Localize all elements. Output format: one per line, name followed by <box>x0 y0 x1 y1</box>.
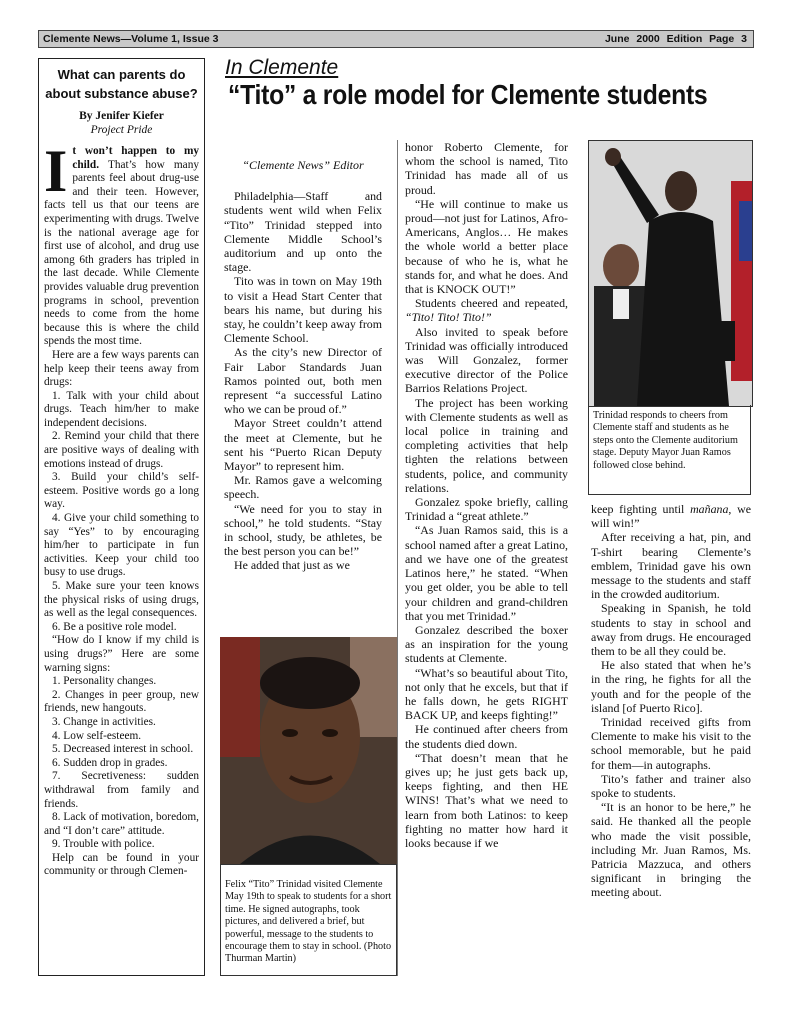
header-edition-page: June 2000 Edition Page 3 <box>604 33 747 45</box>
photo-trinidad-portrait-art <box>220 637 397 864</box>
article-paragraph: The project has been working with Clemente students as well as local police in training and completing activities that help tighten the relations between students, police, and community relations. <box>405 395 568 495</box>
photo-trinidad-portrait <box>220 637 397 864</box>
article-paragraph: “He will continue to make us proud—not just for Latinos, Afro-Americans, Anglos… He makes the whole world a better place because of who he is, what he stands for, and what he does. And that is KNOCK OUT!” <box>405 196 568 297</box>
warning-sign: 7. Secretiveness: sudden withdrawal from family and friends. <box>44 770 199 810</box>
article-paragraph: Tito was in town on May 19th to visit a Head Start Center that bears his name, but during his stay, he couldn’t keep away from Clemente School. <box>224 274 382 346</box>
sidebar-paragraph: Here are a few ways parents can help keep their teens away from drugs: <box>44 348 199 389</box>
article-paragraph: Mayor Street couldn’t attend the meet at Clemente, but he sent his “Puerto Rican Deputy Mayor” to represent him. <box>224 416 382 474</box>
article-paragraph: He continued after cheers from the students died down. <box>405 722 568 751</box>
article-paragraph: As the city’s new Director of Fair Labor Standards Juan Ramos pointed out, both men represent “a successful Latino who we can be proud of.” <box>224 345 382 417</box>
tip-item: 5. Make sure your teen knows the physical risks of using drugs, as well as the legal consequences. <box>44 580 199 620</box>
section-kicker: In Clemente <box>225 56 339 79</box>
author-credit: “Clemente News” Editor <box>242 158 364 172</box>
photo-caption-top: Trinidad responds to cheers from Clemente staff and students as he steps onto the Clemente auditorium stage. Deputy Mayor Juan Ramos followed close behind. <box>588 405 751 495</box>
article-paragraph: “We need for you to stay in school,” he told students. “Stay in school, study, be athletes, be the best person you can be!” <box>224 501 382 559</box>
article-paragraph: Trinidad received gifts from Clemente to make his visit to the school memorable, but he paid for them—in autographs. <box>591 715 751 772</box>
tip-item: 2. Remind your child that there are positive ways of dealing with emotions instead of drugs. <box>44 430 199 470</box>
article-paragraph: “It is an honor to be here,” he said. He thanked all the people who made the visit possible, including Mr. Juan Ramos, Ms. Patricia Mazzuca, and others significant in bringing the meeting about. <box>591 800 751 900</box>
article-paragraph: Philadelphia—Staff and students went wild when Felix “Tito” Trinidad stepped into Clemente Middle School’s auditorium and up onto the stage. <box>224 189 382 275</box>
article-paragraph: Speaking in Spanish, he told students to stay in school and away from drugs. He encouraged them to be all they could be. <box>591 601 751 659</box>
lead-bold: t won’t happen to my child. <box>72 145 199 171</box>
article-paragraph: Gonzalez spoke briefly, calling Trinidad a “great athlete.” <box>405 495 568 524</box>
article-paragraph: “As Juan Ramos said, this is a school named after a great Latino, and we have one of the greatest Latinos here,” he stated. “When you get older, you be able to tell your children and grand-children that you met Trinidad.” <box>405 523 568 623</box>
sidebar-box <box>38 58 205 976</box>
article-headline: “Tito” a role model for Clemente students <box>228 79 708 110</box>
column-divider <box>397 140 398 976</box>
article-paragraph: “That doesn’t mean that he gives up; he just gets back up, keeps fighting, and then HE WINS! That’s what we need to learn from both Latinos: to keep fighting no matter how hard it looks because if we <box>405 750 568 850</box>
warning-sign: 3. Change in activities. <box>52 715 156 728</box>
article-paragraph: Also invited to speak before Trinidad was officially introduced was Will Gonzalez, former executive director of the Police Barrios Relations Project. <box>405 324 568 396</box>
article-paragraph <box>405 296 568 324</box>
photo-trinidad-stage <box>588 140 753 407</box>
tip-item: 3. Build your child’s self-esteem. Positive words go a long way. <box>44 471 199 511</box>
warning-sign: 8. Lack of motivation, boredom, and “I don’t care” attitude. <box>44 811 199 837</box>
sidebar-byline-org: Project Pride <box>90 124 153 136</box>
header-issue: Clemente News—Volume 1, Issue 3 <box>43 33 219 45</box>
photo-caption-bottom: Felix “Tito” Trinidad visited Clemente May 19th to speak to students for a short time. He signed autographs, took pictures, and delivered a brief, but powerful, message to the students to encourage them to stay in school. (Photo Thurman Martin) <box>220 864 397 976</box>
tip-item: 6. Be a positive role model. <box>52 620 177 633</box>
article-column-3 <box>591 502 751 900</box>
article-paragraph: “What’s so beautiful about Tito, not only that he excels, but that if he falls down, he gets RIGHT BACK UP, and keeps fighting!” <box>405 665 568 723</box>
article-paragraph: After receiving a hat, pin, and T-shirt bearing Clemente’s emblem, Trinidad gave his own message to the students and staff in the crowded auditorium. <box>591 530 751 602</box>
sidebar-title: What can parents do about substance abuse? <box>45 67 198 101</box>
tip-item: 1. Talk with your child about drugs. Teach him/her to make independent decisions. <box>44 389 199 429</box>
c3-italic: mañana <box>690 502 729 516</box>
article-paragraph: He added that just as we <box>234 558 350 573</box>
article-paragraph: Tito’s father and trainer also spoke to students. <box>591 771 751 801</box>
c3-post: , we will win!” <box>591 502 751 531</box>
warning-sign: 4. Low self-esteem. <box>52 729 142 742</box>
warning-sign: 6. Sudden drop in grades. <box>52 756 168 769</box>
warning-sign: 5. Decreased interest in school. <box>52 743 194 756</box>
article-paragraph: Gonzalez described the boxer as an inspiration for the young students at Clemente. <box>405 622 568 666</box>
cheer-quote: “Tito! Tito! Tito!” <box>405 310 492 325</box>
lead-rest: That’s how many parents feel about drug-use and their teen. However, facts tell us that our teens are experimenting with drugs. Twelve is the national average age for first use of alcohol, and drug use among 6th graders has tripled in the last decade. While Clemente provides valuable drug prevention programs in school, prevention needs to come from the home because this is where the child spends the most time. <box>44 158 199 348</box>
article-column-1 <box>224 140 382 573</box>
article-column-2 <box>405 140 568 850</box>
tip-item: 4. Give your child something to say “Yes” to by encouraging him/her to participate in fun activities. Keep your child too busy to use drugs. <box>44 512 199 579</box>
drop-cap: I <box>44 138 68 204</box>
article-paragraph: He also stated that when he’s in the ring, he fights for all the youth and for the people of the island [of Puerto Rico]. <box>591 658 751 715</box>
cheer-text: Students cheered and repeated, <box>415 296 568 311</box>
photo-trinidad-stage-art <box>589 141 752 406</box>
warning-sign: 2. Changes in peer group, new friends, new hangouts. <box>44 688 199 715</box>
warning-sign: 1. Personality changes. <box>52 675 157 688</box>
article-paragraph: Mr. Ramos gave a welcoming speech. <box>224 473 382 502</box>
sidebar-lead-paragraph <box>44 138 199 349</box>
article-paragraph <box>591 502 751 530</box>
warning-sign: 9. Trouble with police. <box>52 838 155 851</box>
sidebar-byline: By Jenifer Kiefer <box>79 110 164 122</box>
sidebar-question: “How do I know if my child is using drugs?” Here are some warning signs: <box>44 634 199 674</box>
page-header-bar <box>38 30 754 48</box>
sidebar-last-line: Help can be found in your community or through Clemen- <box>44 851 199 878</box>
c3-pre: keep fighting until <box>591 502 691 516</box>
article-paragraph: honor Roberto Clemente, for whom the school is named, Tito Trinidad has made all of us proud. <box>405 140 568 197</box>
